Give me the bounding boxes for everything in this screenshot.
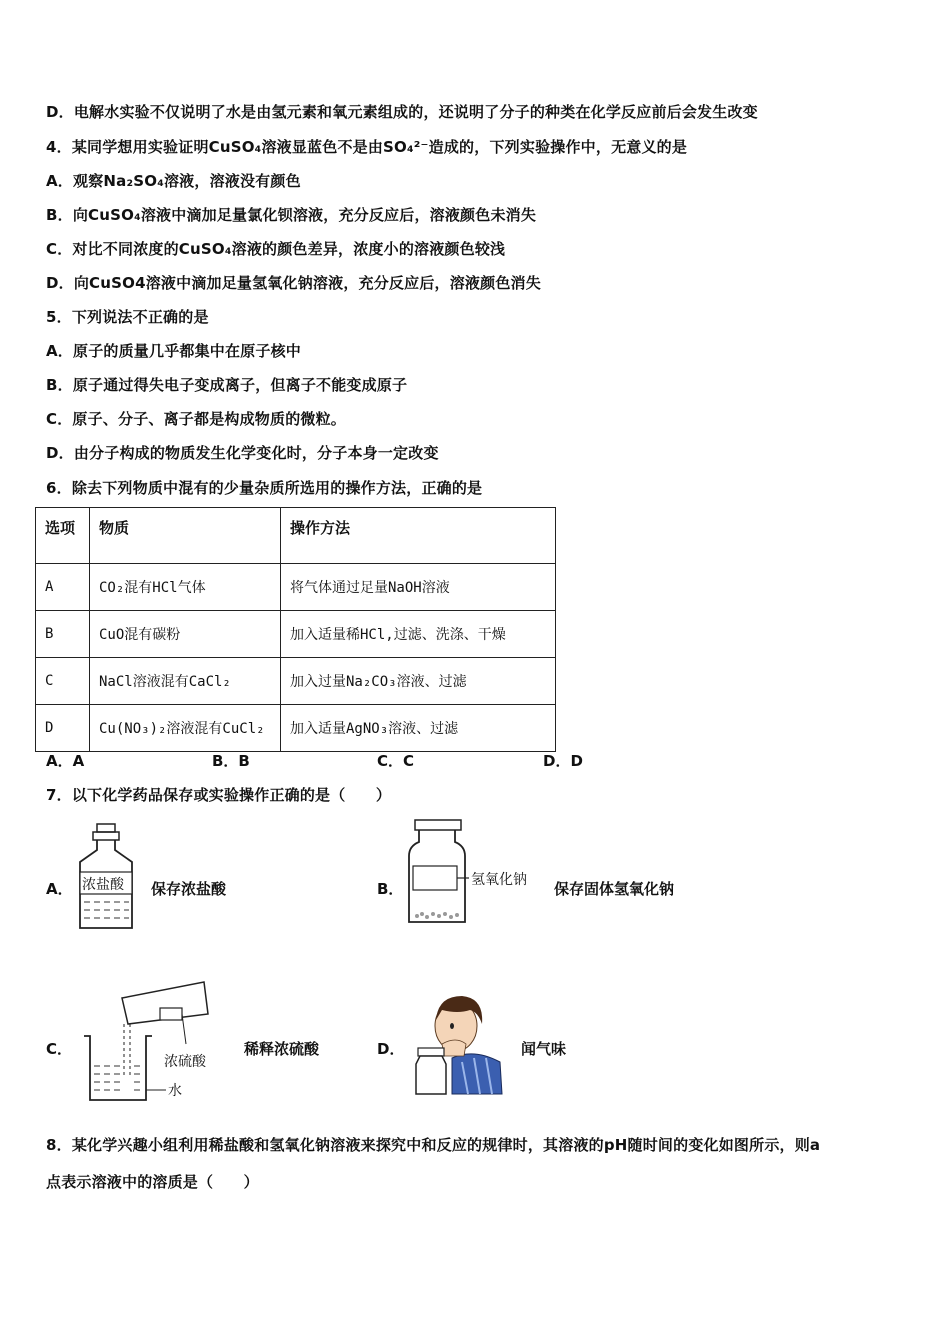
header-cell: 选项 [36,508,90,564]
q5-option-b: B．原子通过得失电子变成离子，但离子不能变成原子 [46,376,408,394]
table-row [36,564,556,611]
q6-answer-a: A．A [46,752,85,770]
table-cell: C [36,658,90,705]
q5-stem: 5．下列说法不正确的是 [46,308,209,326]
header-cell: 物质 [90,508,281,564]
figure-label-text: 氢氧化钠 [471,872,527,888]
q6-answer-b: B．B [212,752,250,770]
beaker-pouring-icon [82,978,242,1108]
table-cell: Cu(NO₃)₂溶液混有CuCl₂ [90,705,281,752]
q7-option-a-caption: 保存浓盐酸 [151,880,227,898]
q6-stem: 6．除去下列物质中混有的少量杂质所选用的操作方法，正确的是 [46,479,483,497]
q4-stem: 4．某同学想用实验证明CuSO₄溶液显蓝色不是由SO₄²⁻造成的，下列实验操作中，无意义的是 [46,138,688,156]
q5-option-c: C．原子、分子、离子都是构成物质的微粒。 [46,410,347,428]
q7-option-c-label: C． [46,1040,73,1058]
q5-option-d: D．由分子构成的物质发生化学变化时，分子本身一定改变 [46,444,439,462]
reagent-bottle-icon [76,822,136,930]
q6-table [35,507,556,752]
table-row [36,611,556,658]
q6-answer-c: C．C [377,752,415,770]
table-cell: D [36,705,90,752]
q4-option-b: B．向CuSO₄溶液中滴加足量氯化钡溶液，充分反应后，溶液颜色未消失 [46,206,537,224]
q4-option-d: D．向CuSO4溶液中滴加足量氢氧化钠溶液，充分反应后，溶液颜色消失 [46,274,541,292]
header-cell: 操作方法 [281,508,556,564]
q7-stem: 7．以下化学药品保存或实验操作正确的是（ ） [46,786,392,804]
q7-option-b-label: B． [377,880,404,898]
q3-option-d: D．电解水实验不仅说明了水是由氢元素和氧元素组成的，还说明了分子的种类在化学反应前后会发生改变 [46,103,758,121]
table-cell: A [36,564,90,611]
table-row [36,658,556,705]
q7-option-b-caption: 保存固体氢氧化钠 [554,880,675,898]
figure-label-text-2: 水 [168,1083,182,1099]
q7-option-d-caption: 闻气味 [521,1040,567,1058]
figure-label-text: 浓盐酸 [82,877,124,893]
table-header-row [36,508,556,564]
table-cell: 将气体通过足量NaOH溶液 [281,564,556,611]
table-cell: CuO混有碳粉 [90,611,281,658]
table-cell: NaCl溶液混有CaCl₂ [90,658,281,705]
figure-label-text: 浓硫酸 [164,1054,206,1070]
q5-option-a: A．原子的质量几乎都集中在原子核中 [46,342,302,360]
table-row [36,705,556,752]
q7-option-a-label: A． [46,880,73,898]
q6-answer-d: D．D [543,752,583,770]
table-cell: 加入适量稀HCl,过滤、洗涤、干燥 [281,611,556,658]
q4-option-c: C．对比不同浓度的CuSO₄溶液的颜色差异，浓度小的溶液颜色较浅 [46,240,506,258]
table-cell: 加入适量AgNO₃溶液、过滤 [281,705,556,752]
q8-stem-line1: 8．某化学兴趣小组利用稀盐酸和氢氧化钠溶液来探究中和反应的规律时，其溶液的pH随时间的变化如图所示，则a [46,1136,821,1154]
q8-stem-line2: 点表示溶液中的溶质是（ ） [46,1173,259,1191]
q7-option-c-caption: 稀释浓硫酸 [244,1040,320,1058]
wide-mouth-bottle-icon [405,818,555,926]
table-cell: B [36,611,90,658]
table-cell: CO₂混有HCl气体 [90,564,281,611]
table-cell: 加入过量Na₂CO₃溶液、过滤 [281,658,556,705]
q7-option-d-label: D． [377,1040,405,1058]
q4-option-a: A．观察Na₂SO₄溶液，溶液没有颜色 [46,172,301,190]
smelling-person-icon [412,990,504,1096]
